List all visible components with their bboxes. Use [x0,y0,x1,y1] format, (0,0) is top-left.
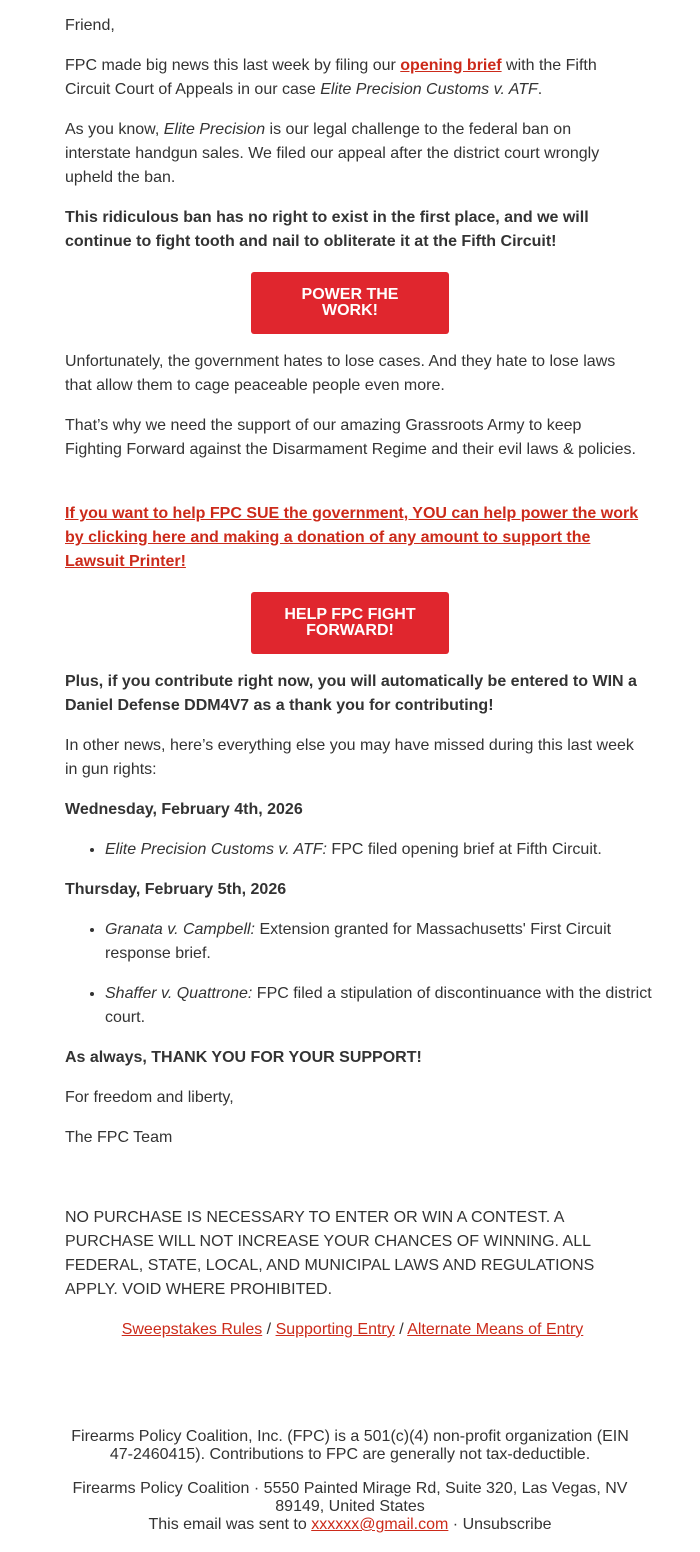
footer-address-block [60,1480,640,1534]
footer-address: Firearms Policy Coalition · 5550 Painted Mirage Rd, Suite 320, Las Vegas, NV 89149, United States [72,1480,628,1515]
sent-to-text: This email was sent to [148,1516,312,1533]
supporting-entry-link[interactable]: Supporting Entry [275,1321,395,1338]
separator: / [262,1321,276,1338]
case-name: Elite Precision Customs v. ATF [320,81,538,98]
item-text: FPC filed a stipulation of discontinuance with the district court. [105,985,652,1026]
ban-statement: This ridiculous ban has no right to exist in the first place, and we will continue to fight tooth and nail to obliterate it at the Fifth Circuit! [65,209,589,250]
case-name: Granata v. Campbell: [105,921,255,938]
wednesday-list [65,838,680,862]
day-heading-thursday: Thursday, February 5th, 2026 [65,881,287,898]
help-fpc-fight-forward-button[interactable]: HELP FPC FIGHT FORWARD! [251,592,449,654]
disclaimer: NO PURCHASE IS NECESSARY TO ENTER OR WIN A CONTEST. A PURCHASE WILL NOT INCREASE YOUR CHANCES OF WINNING. ALL FEDERAL, STATE, LOCAL, AND MUNICIPAL LAWS AND REGULATIONS APPLY. VOID WHERE PROHIBITED. [65,1209,595,1298]
alternate-means-link[interactable]: Alternate Means of Entry [407,1321,584,1338]
challenge-paragraph [65,118,640,190]
power-the-work-button[interactable]: POWER THE WORK! [251,272,449,334]
intro-text-2: with the Fifth Circuit Court of Appeals in our case [65,57,597,98]
list-item [105,838,680,862]
para2-pre: As you know, [65,121,164,138]
donate-link[interactable]: If you want to help FPC SUE the government, YOU can help power the work by clicking here and making a donation of any amount to support the Lawsuit Printer! [65,505,639,570]
case-name: Elite Precision Customs v. ATF: [105,841,327,858]
intro-paragraph [65,54,640,102]
case-name: Shaffer v. Quattrone: [105,985,253,1002]
sweepstakes-rules-link[interactable]: Sweepstakes Rules [121,1321,263,1338]
grassroots-paragraph: That’s why we need the support of our amazing Grassroots Army to keep Fighting Forward against the Disarmament Regime and their evil laws & policies. [65,417,636,458]
list-item [105,918,680,966]
sent-to-line [60,1516,640,1534]
government-paragraph: Unfortunately, the government hates to lose cases. And they hate to lose laws that allow them to cage peaceable people even more. [65,353,616,394]
separator: · [448,1516,463,1533]
intro-text: FPC made big news this last week by filing our [65,57,401,74]
opening-brief-link[interactable]: opening brief [400,57,502,74]
nonprofit-notice: Firearms Policy Coalition, Inc. (FPC) is a 501(c)(4) non-profit organization (EIN 47-2460415). Contributions to FPC are generally not tax-deductible. [71,1428,629,1463]
donate-paragraph [65,502,640,574]
list-item [105,982,680,1030]
separator: / [394,1321,408,1338]
thank-you-statement: As always, THANK YOU FOR YOUR SUPPORT! [65,1049,422,1066]
giveaway-statement: Plus, if you contribute right now, you will automatically be entered to WIN a Daniel Defense DDM4V7 as a thank you for contributing! [65,673,637,714]
rules-links [65,1318,640,1342]
footer [60,1428,640,1464]
signoff: For freedom and liberty, [65,1089,234,1106]
recipient-email-link[interactable]: xxxxxx@gmail.com [311,1516,449,1533]
signature: The FPC Team [65,1129,173,1146]
day-heading-wednesday: Wednesday, February 4th, 2026 [65,801,303,818]
intro-end: . [537,81,543,98]
thursday-list [65,918,680,1030]
item-text: FPC filed opening brief at Fifth Circuit. [326,841,602,858]
item-text: Extension granted for Massachusetts' First Circuit response brief. [105,921,612,962]
greeting: Friend, [65,17,115,34]
unsubscribe-link[interactable]: Unsubscribe [462,1516,552,1533]
case-name: Elite Precision [163,121,266,138]
para2-rest: is our legal challenge to the federal ban on interstate handgun sales. We filed our appeal after the district court wrongly upheld the ban. [65,121,600,186]
news-intro: In other news, here’s everything else you may have missed during this last week in gun rights: [65,737,634,778]
